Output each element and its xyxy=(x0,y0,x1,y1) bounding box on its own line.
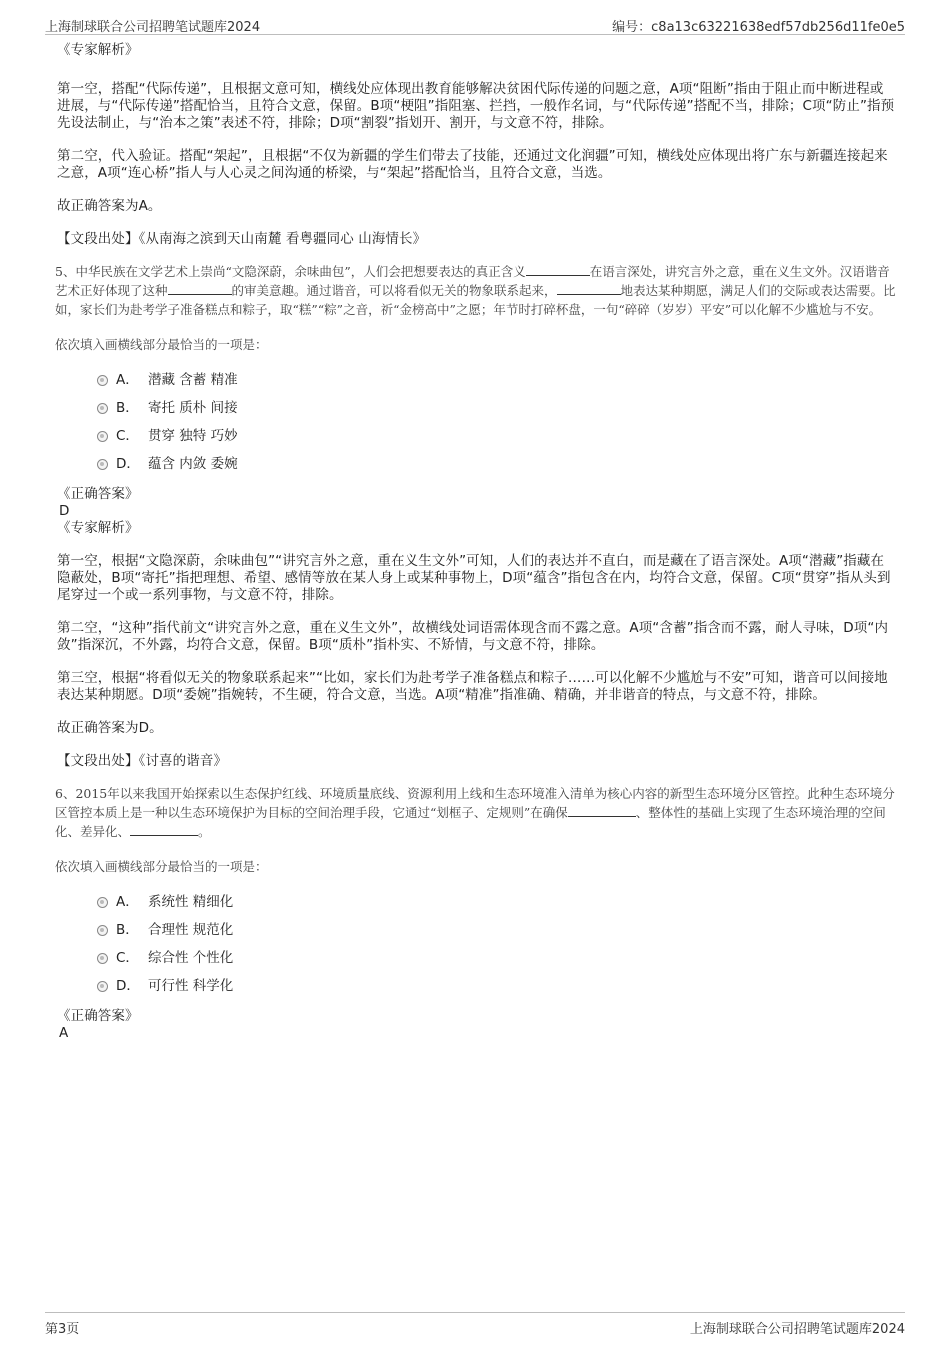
page-number: 第3页 xyxy=(45,1322,80,1337)
footer-title: 上海制球联合公司招聘笔试题库2024 xyxy=(689,1322,905,1337)
answer-label: 《正确答案》 xyxy=(57,1008,139,1024)
option-b[interactable]: B． 合理性 规范化 xyxy=(97,916,897,944)
analysis-paragraph: 第二空，“这种”指代前文“讲究言外之意，重在义生文外”，故横线处词语需体现含而不露之意。A项“含蓄”指含而不露，耐人寻味，D项“内敛”指深沉，不外露，均符合文意，保留。B项“质朴”指朴实、不矫情，与文意不符，排除。 xyxy=(57,620,889,653)
header-title: 上海制球联合公司招聘笔试题库2024 xyxy=(45,20,261,35)
option-c[interactable]: C． 贯穿 独特 巧妙 xyxy=(97,422,897,450)
analysis-label: 《专家解析》 xyxy=(57,42,139,58)
question-stem: 6、2015年以来我国开始探索以生态保护红线、环境质量底线、资源利用上线和生态环境准入清单为核心内容的新型生态环境分区管控。此种生态环境分区管控本质上是一种以生态环境保护为目标的空间治理手段，它通过“划框子、定规则”在确保 、整体性的基础上实现了生态环境治理的空间化、差异化、 。 xyxy=(55,786,895,839)
blank-line xyxy=(130,823,198,836)
option-list xyxy=(97,366,897,478)
option-list xyxy=(97,888,897,1000)
blank-line xyxy=(568,804,636,817)
option-b[interactable]: B． 寄托 质朴 间接 xyxy=(97,394,897,422)
option-d[interactable]: D． 可行性 科学化 xyxy=(97,972,897,1000)
source-citation: 【文段出处】《从南海之滨到天山南麓 看粤疆同心 山海情长》 xyxy=(57,231,427,247)
question-instruction: 依次填入画横线部分最恰当的一项是： xyxy=(55,337,268,352)
option-d[interactable]: D． 蕴含 内敛 委婉 xyxy=(97,450,897,478)
page-content xyxy=(57,42,897,1042)
radio-icon[interactable] xyxy=(97,897,108,908)
page-header xyxy=(45,12,905,35)
question-instruction: 依次填入画横线部分最恰当的一项是： xyxy=(55,859,268,874)
blank-line xyxy=(557,282,621,295)
answer-label: 《正确答案》 xyxy=(57,486,139,502)
option-a[interactable]: A． 系统性 精细化 xyxy=(97,888,897,916)
conclusion: 故正确答案为A。 xyxy=(57,198,162,214)
radio-icon[interactable] xyxy=(97,431,108,442)
header-doc-id: 编号：c8a13c63221638edf57db256d11fe0e5 xyxy=(612,20,905,35)
blank-line xyxy=(526,263,590,276)
analysis-paragraph: 第一空，搭配“代际传递”，且根据文意可知，横线处应体现出教育能够解决贫困代际传递的问题之意，A项“阻断”指由于阻止而中断进程或进展，与“代际传递”搭配恰当，且符合文意，保留。B项“梗阻”指阻塞、拦挡，一般作名词，与“代际传递”搭配不当，排除；C项“防止”指预先设法制止，与“治本之策”表述不符，排除；D项“割裂”指划开、割开，与文意不符，排除。 xyxy=(57,81,895,131)
radio-icon[interactable] xyxy=(97,953,108,964)
answer-value: A xyxy=(59,1025,69,1041)
option-c[interactable]: C． 综合性 个性化 xyxy=(97,944,897,972)
radio-icon[interactable] xyxy=(97,459,108,470)
analysis-paragraph: 第一空，根据“文隐深蔚，余味曲包”“讲究言外之意，重在义生文外”可知，人们的表达并不直白，而是藏在了语言深处。A项“潜藏”指藏在隐蔽处，B项“寄托”指把理想、希望、感情等放在某人身上或某种事物上，D项“蕴含”指包含在内，均符合文意，保留。C项“贯穿”指从头到尾穿过一个或一系列事物，与文意不符，排除。 xyxy=(57,553,891,603)
radio-icon[interactable] xyxy=(97,981,108,992)
answer-value: D xyxy=(59,503,70,519)
blank-line xyxy=(168,282,232,295)
radio-icon[interactable] xyxy=(97,375,108,386)
radio-icon[interactable] xyxy=(97,925,108,936)
analysis-paragraph: 第三空，根据“将看似无关的物象联系起来”“比如，家长们为赴考学子准备糕点和粽子……可以化解不少尴尬与不安”可知，谐音可以间接地表达某种期愿。D项“委婉”指婉转，不生硬，符合文意，当选。A项“精准”指准确、精确，并非谐音的特点，与文意不符，排除。 xyxy=(57,670,888,703)
analysis-label: 《专家解析》 xyxy=(57,520,139,536)
conclusion: 故正确答案为D。 xyxy=(57,720,163,736)
option-a[interactable]: A． 潜藏 含蓄 精准 xyxy=(97,366,897,394)
question-stem: 5、中华民族在文学艺术上崇尚“文隐深蔚，余味曲包”，人们会把想要表达的真正含义 在语言深处，讲究言外之意，重在义生文外。汉语谐音艺术正好体现了这种 的审美意趣。通过谐音，可以将看似无关的物象联系起来， 地表达某种期愿，满足人们的交际或表达需要。比如，家长们为赴考学子准备糕点和粽子，取“糕”“粽”之音，祈“金榜高中”之愿；年节时打碎杯盘，一句“碎碎（岁岁）平安”可以化解不少尴尬与不安。 xyxy=(55,264,896,317)
source-citation: 【文段出处】《讨喜的谐音》 xyxy=(57,753,228,769)
page-footer xyxy=(45,1312,905,1335)
radio-icon[interactable] xyxy=(97,403,108,414)
analysis-paragraph: 第二空，代入验证。搭配“架起”，且根据“不仅为新疆的学生们带去了技能，还通过文化润疆”可知，横线处应体现出将广东与新疆连接起来之意，A项“连心桥”指人与人心灵之间沟通的桥梁，与“架起”搭配恰当，且符合文意，当选。 xyxy=(57,148,888,181)
